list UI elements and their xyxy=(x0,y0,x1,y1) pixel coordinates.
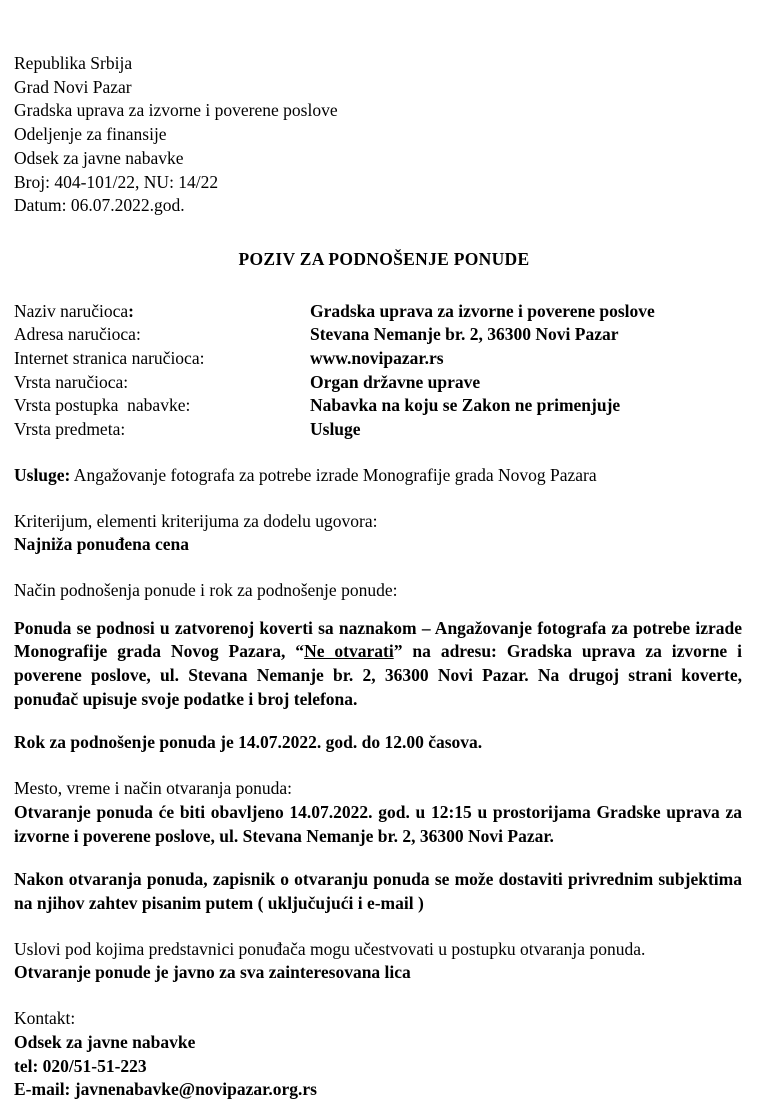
field-label-adresa-narucioca: Adresa naručioca: xyxy=(14,324,141,345)
contact-email: E-mail: javnenabavke@novipazar.org.rs xyxy=(14,1079,317,1100)
letterhead-line-4: Odeljenje za finansije xyxy=(14,124,167,145)
contact-heading: Kontakt: xyxy=(14,1008,76,1029)
opening-minutes-note: Nakon otvaranja ponuda, zapisnik o otvaranju ponuda se može dostaviti privrednim subjektima na njihov zahtev pisanim putem ( uključujući i e-mail ) xyxy=(14,869,742,913)
field-value-vrsta-postupka: Nabavka na koju se Zakon ne primenjuje xyxy=(310,395,621,416)
field-label-internet-stranica: Internet stranica naručioca: xyxy=(14,348,205,369)
conditions-heading: Uslovi pod kojima predstavnici ponuđača mogu učestvovati u postupku otvaranja ponuda. xyxy=(14,938,646,959)
opening-heading: Mesto, vreme i način otvaranja ponuda: xyxy=(14,778,292,799)
field-value-vrsta-predmeta: Usluge xyxy=(310,419,361,440)
field-label-vrsta-postupka: Vrsta postupka nabavke: xyxy=(14,395,191,416)
table-row xyxy=(14,371,754,395)
services-label: Usluge: xyxy=(14,464,71,485)
letterhead xyxy=(14,52,754,218)
criteria-value: Najniža ponuđena cena xyxy=(14,534,190,555)
criteria-heading: Kriterijum, elementi kriterijuma za dodelu ugovora: xyxy=(14,510,378,531)
document-number: Broj: 404-101/22, NU: 14/22 xyxy=(14,171,219,192)
services-text: Angažovanje fotografa za potrebe izrade Monografije grada Novog Pazara xyxy=(70,464,597,485)
field-label-vrsta-narucioca: Vrsta naručioca: xyxy=(14,371,129,392)
document-date: Datum: 06.07.2022.god. xyxy=(14,195,185,216)
table-row xyxy=(14,323,754,347)
spacer xyxy=(14,848,754,868)
field-value-internet-stranica: www.novipazar.rs xyxy=(310,348,444,369)
table-row xyxy=(14,300,754,324)
submission-text-before-underline: Ponuda se podnosi u zatvorenoj koverti sa naznakom – Angažovanje fotografa za potrebe izrade Monografije grada Novog Pazara, “ xyxy=(14,617,742,662)
table-row xyxy=(14,418,754,442)
letterhead-line-1: Republika Srbija xyxy=(14,53,133,73)
spacer xyxy=(14,603,754,617)
field-label-vrsta-predmeta: Vrsta predmeta: xyxy=(14,419,126,440)
field-value-naziv-narucioca: Gradska uprava za izvorne i poverene poslove xyxy=(310,300,655,321)
submission-heading: Način podnošenja ponude i rok za podnošenje ponude: xyxy=(14,579,398,600)
letterhead-line-2: Grad Novi Pazar xyxy=(14,76,132,97)
procurement-details-table xyxy=(14,300,754,442)
letterhead-line-3: Gradska uprava za izvorne i poverene poslove xyxy=(14,100,338,121)
submission-deadline: Rok za podnošenje ponuda je 14.07.2022. god. do 12.00 časova. xyxy=(14,732,483,753)
contact-department: Odsek za javne nabavke xyxy=(14,1031,196,1052)
submission-instructions xyxy=(14,617,742,712)
conditions-value: Otvaranje ponude je javno za sva zainteresovana lica xyxy=(14,962,411,983)
letterhead-line-5: Odsek za javne nabavke xyxy=(14,147,184,168)
table-row xyxy=(14,394,754,418)
field-label-naziv-narucioca: Naziv naručioca: xyxy=(14,300,134,321)
opening-details: Otvaranje ponuda će biti obavljeno 14.07.2022. god. u 12:15 u prostorijama Gradske uprava za izvorne i poverene poslove, ul. Stevana Nemanje br. 2, 36300 Novi Pazar. xyxy=(14,801,742,846)
do-not-open-marking: Ne otvarati xyxy=(304,641,394,662)
submission-text-after-underline: ” na adresu: Gradska uprava za izvorne i poverene poslove, ul. Stevana Nemanje br. 2, 36300 Novi Pazar. Na drugoj strani koverte, ponuđač upisuje svoje podatke i broj telefona. xyxy=(14,641,743,709)
field-value-adresa-narucioca: Stevana Nemanje br. 2, 36300 Novi Pazar xyxy=(310,324,619,345)
services-description xyxy=(14,464,754,488)
field-value-vrsta-narucioca: Organ državne uprave xyxy=(310,371,481,392)
spacer xyxy=(14,711,754,731)
table-row xyxy=(14,347,754,371)
contact-phone: tel: 020/51-51-223 xyxy=(14,1055,147,1076)
page-title: POZIV ZA PODNOŠENJE PONUDE xyxy=(238,248,530,269)
